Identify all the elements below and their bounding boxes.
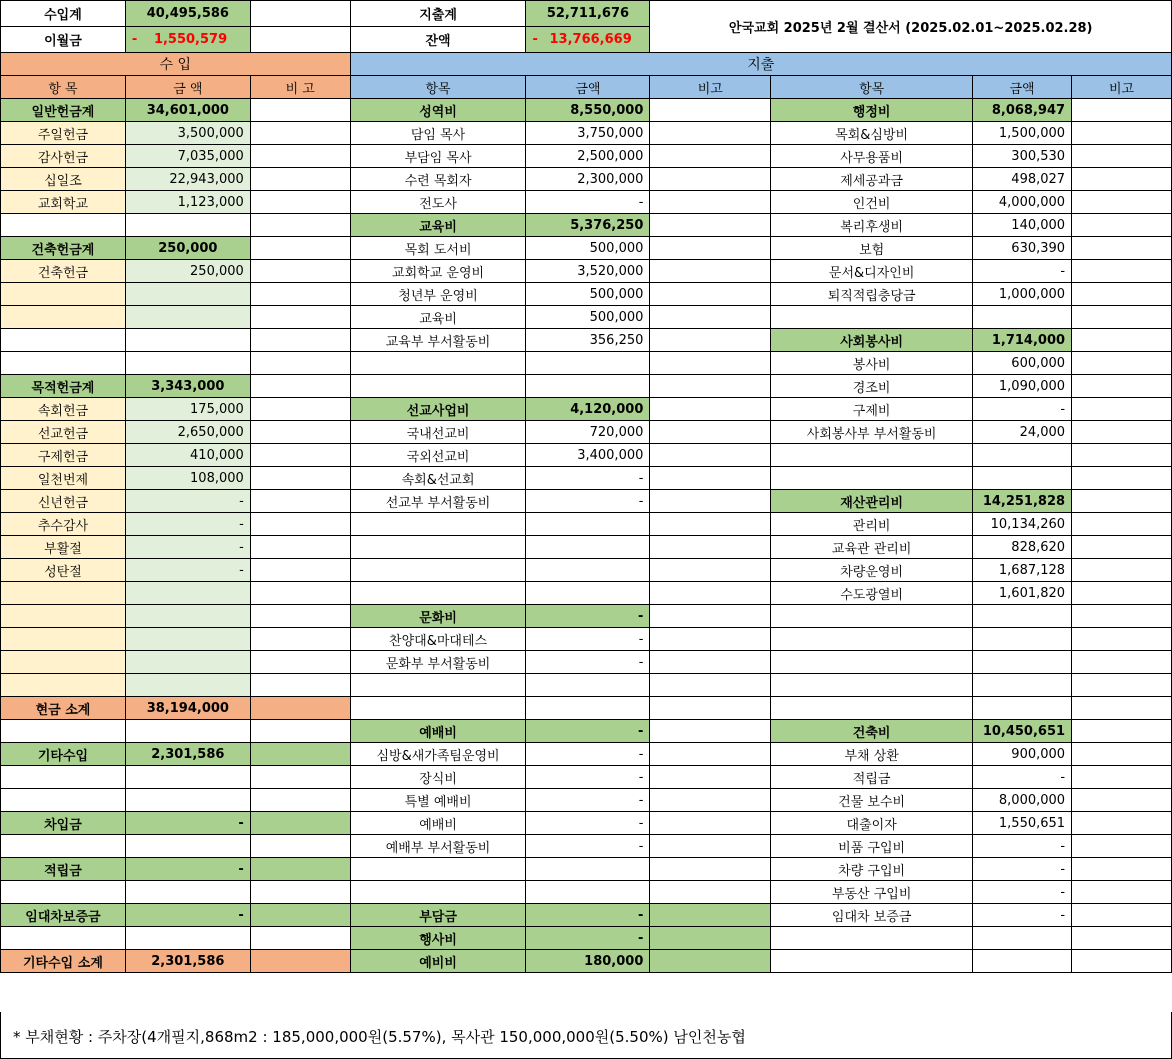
property-value: 14,251,828 [973,490,1072,513]
expense-item-label: 특별 예배비 [350,789,526,812]
page-title: 안국교회 2025년 2월 결산서 (2025.02.01~2025.02.28) [650,1,1172,53]
expense-note-header-right: 비고 [1072,76,1172,99]
expense-item-value: 4,000,000 [973,191,1072,214]
expense-item-value: - [973,260,1072,283]
expense-item-value: - [526,467,650,490]
expense-item-value: - [526,766,650,789]
expense-item-value: 1,000,000 [973,283,1072,306]
expense-item-label: 교육관 관리비 [771,536,973,559]
expense-item-value: 140,000 [973,214,1072,237]
expense-item-value: 500,000 [526,283,650,306]
expense-item-label: 보험 [771,237,973,260]
burden-label: 부담금 [350,904,526,927]
income-item-label: 구제헌금 [1,444,126,467]
income-amount-header: 금 액 [125,76,250,99]
income-item-label: 부활절 [1,536,126,559]
balance-label: 잔액 [350,27,526,53]
expense-amount-header-right: 금액 [973,76,1072,99]
social-label: 사회봉사비 [771,329,973,352]
cash-subtotal-label: 현금 소계 [1,697,126,720]
reserve-value: - [125,858,250,881]
spare-value: 180,000 [526,950,650,973]
worship-label: 예배비 [350,720,526,743]
expense-item-label: 차량 구입비 [771,858,973,881]
loan-label: 차입금 [1,812,126,835]
expense-item-label: 인건비 [771,191,973,214]
income-item-value: - [125,490,250,513]
expense-item-label: 대출이자 [771,812,973,835]
expense-item-value: 828,620 [973,536,1072,559]
expense-item-header-right: 항목 [771,76,973,99]
debt-footnote: * 부채현황 : 주차장(4개필지,868m2 : 185,000,000원(5.57%), 목사관 150,000,000원(5.50%) 남인천농협 [0,1012,1172,1059]
expense-item-label: 부담임 목사 [350,145,526,168]
income-item-value: 175,000 [125,398,250,421]
expense-item-label: 담임 목사 [350,122,526,145]
expense-item-label: 복리후생비 [771,214,973,237]
other-subtotal-label: 기타수입 소계 [1,950,126,973]
income-item-value: 1,123,000 [125,191,250,214]
carryover-sign: - [131,32,138,47]
expense-total-value: 52,711,676 [526,1,650,27]
expense-item-header: 항목 [350,76,526,99]
expense-item-value: - [526,191,650,214]
expense-item-value: - [526,490,650,513]
empty-cell [1072,99,1172,122]
expense-item-label: 문서&디자인비 [771,260,973,283]
expense-item-value: 500,000 [526,306,650,329]
admin-value: 8,068,947 [973,99,1072,122]
culture-label: 문화비 [350,605,526,628]
worship-value: - [526,720,650,743]
income-item-value: - [125,513,250,536]
deposit-value: - [125,904,250,927]
expense-item-label: 부동산 구입비 [771,881,973,904]
expense-item-label: 국내선교비 [350,421,526,444]
expense-item-value: - [973,858,1072,881]
expense-item-value: 300,530 [973,145,1072,168]
expense-item-label: 문화부 부서활동비 [350,651,526,674]
carryover-value: 1,550,579 [153,32,228,47]
expense-item-label: 퇴직적립충당금 [771,283,973,306]
expense-section-header: 지출 [350,53,1171,76]
expense-item-label: 차량운영비 [771,559,973,582]
general-total-value: 34,601,000 [125,99,250,122]
expense-item-label: 제세공과금 [771,168,973,191]
empty-cell [650,99,771,122]
culture-value: - [526,605,650,628]
expense-item-value: - [973,398,1072,421]
property-label: 재산관리비 [771,490,973,513]
expense-amount-header: 금액 [526,76,650,99]
income-item-label: 건축헌금 [1,260,126,283]
expense-note-header: 비고 [650,76,771,99]
expense-item-label: 경조비 [771,375,973,398]
expense-item-value: 630,390 [973,237,1072,260]
other-income-label: 기타수입 [1,743,126,766]
income-item-label: 감사헌금 [1,145,126,168]
expense-item-label: 예배부 부서활동비 [350,835,526,858]
expense-item-value: 2,500,000 [526,145,650,168]
income-item-label: 십일조 [1,168,126,191]
expense-item-value: 10,134,260 [973,513,1072,536]
expense-item-label: 선교부 부서활동비 [350,490,526,513]
income-item-header: 항 목 [1,76,126,99]
expense-item-value: 600,000 [973,352,1072,375]
burden-value: - [526,904,650,927]
income-item-value: 2,650,000 [125,421,250,444]
expense-item-label: 비품 구입비 [771,835,973,858]
expense-item-value: 3,750,000 [526,122,650,145]
mission-value: 4,120,000 [526,398,650,421]
expense-item-label: 심방&새가족팀운영비 [350,743,526,766]
ministry-label: 성역비 [350,99,526,122]
other-income-value: 2,301,586 [125,743,250,766]
expense-item-label: 국외선교비 [350,444,526,467]
carryover-cell [125,27,250,53]
income-item-label: 주일헌금 [1,122,126,145]
event-value: - [526,927,650,950]
expense-item-label: 부채 상환 [771,743,973,766]
expense-item-value: 1,550,651 [973,812,1072,835]
expense-item-label: 교육비 [350,306,526,329]
income-item-label: 신년헌금 [1,490,126,513]
income-total-value: 40,495,586 [125,1,250,27]
balance-value: 13,766,669 [549,32,632,47]
expense-item-value: 356,250 [526,329,650,352]
empty-cell [250,27,350,53]
expense-item-value: 498,027 [973,168,1072,191]
loan-value: - [125,812,250,835]
expense-item-value: - [526,651,650,674]
expense-item-label: 예배비 [350,812,526,835]
expense-item-label: 찬양대&마대테스 [350,628,526,651]
income-item-value: 22,943,000 [125,168,250,191]
expense-item-value: 24,000 [973,421,1072,444]
income-note-header: 비 고 [250,76,350,99]
expense-item-value: - [526,812,650,835]
general-total-label: 일반헌금계 [1,99,126,122]
expense-item-value: 500,000 [526,237,650,260]
expense-item-value: 1,601,820 [973,582,1072,605]
expense-item-label: 장식비 [350,766,526,789]
expense-item-value: 2,300,000 [526,168,650,191]
expense-item-value: 720,000 [526,421,650,444]
income-item-value: - [125,536,250,559]
education-value: 5,376,250 [526,214,650,237]
income-item-label: 추수감사 [1,513,126,536]
expense-item-value: - [526,835,650,858]
expense-item-label: 청년부 운영비 [350,283,526,306]
reserve-label: 적립금 [1,858,126,881]
income-item-value: 108,000 [125,467,250,490]
expense-item-label: 교육부 부서활동비 [350,329,526,352]
income-item-label: 속회헌금 [1,398,126,421]
empty-cell [250,99,350,122]
expense-item-value: - [526,628,650,651]
expense-item-label: 임대차 보증금 [771,904,973,927]
event-label: 행사비 [350,927,526,950]
balance-sign: - [532,32,538,47]
income-item-label: 성탄절 [1,559,126,582]
other-subtotal-value: 2,301,586 [125,950,250,973]
income-item-value: 3,500,000 [125,122,250,145]
balance-cell [526,27,650,53]
expense-item-value: - [526,789,650,812]
expense-total-label: 지출계 [350,1,526,27]
cash-subtotal-value: 38,194,000 [125,697,250,720]
expense-item-label: 목회 도서비 [350,237,526,260]
expense-item-value: 1,687,128 [973,559,1072,582]
expense-item-label: 사무용품비 [771,145,973,168]
spare-label: 예비비 [350,950,526,973]
expense-item-value: 1,500,000 [973,122,1072,145]
income-total-label: 수입계 [1,1,126,27]
expense-item-value: 3,400,000 [526,444,650,467]
expense-item-value: - [973,904,1072,927]
purpose-total-label: 목적헌금계 [1,375,126,398]
income-item-label: 일천번제 [1,467,126,490]
income-item-label: 선교헌금 [1,421,126,444]
expense-item-value: - [973,766,1072,789]
expense-item-label: 속회&선교회 [350,467,526,490]
expense-item-label: 교회학교 운영비 [350,260,526,283]
expense-item-label: 수도광열비 [771,582,973,605]
expense-item-value: 3,520,000 [526,260,650,283]
deposit-label: 임대차보증금 [1,904,126,927]
income-item-value: - [125,559,250,582]
expense-item-label: 전도사 [350,191,526,214]
building-total-label: 건축헌금계 [1,237,126,260]
expense-item-value: - [973,881,1072,904]
expense-item-value: - [526,743,650,766]
expense-item-label: 관리비 [771,513,973,536]
ministry-value: 8,550,000 [526,99,650,122]
purpose-total-value: 3,343,000 [125,375,250,398]
building-expense-value: 10,450,651 [973,720,1072,743]
empty-cell [250,1,350,27]
expense-item-label: 적립금 [771,766,973,789]
income-item-value: 7,035,000 [125,145,250,168]
expense-item-value: 1,090,000 [973,375,1072,398]
expense-item-label: 건물 보수비 [771,789,973,812]
expense-item-label: 사회봉사부 부서활동비 [771,421,973,444]
expense-item-value: - [973,835,1072,858]
expense-item-label: 수련 목회자 [350,168,526,191]
expense-item-value: 8,000,000 [973,789,1072,812]
expense-item-label: 목회&심방비 [771,122,973,145]
social-value: 1,714,000 [973,329,1072,352]
expense-item-label: 구제비 [771,398,973,421]
income-item-value: 410,000 [125,444,250,467]
mission-label: 선교사업비 [350,398,526,421]
expense-item-value: 900,000 [973,743,1072,766]
education-label: 교육비 [350,214,526,237]
income-item-value: 250,000 [125,260,250,283]
building-expense-label: 건축비 [771,720,973,743]
admin-label: 행정비 [771,99,973,122]
carryover-label: 이월금 [1,27,126,53]
expense-item-label: 봉사비 [771,352,973,375]
building-total-value: 250,000 [125,237,250,260]
income-item-label: 교회학교 [1,191,126,214]
income-section-header: 수 입 [1,53,351,76]
